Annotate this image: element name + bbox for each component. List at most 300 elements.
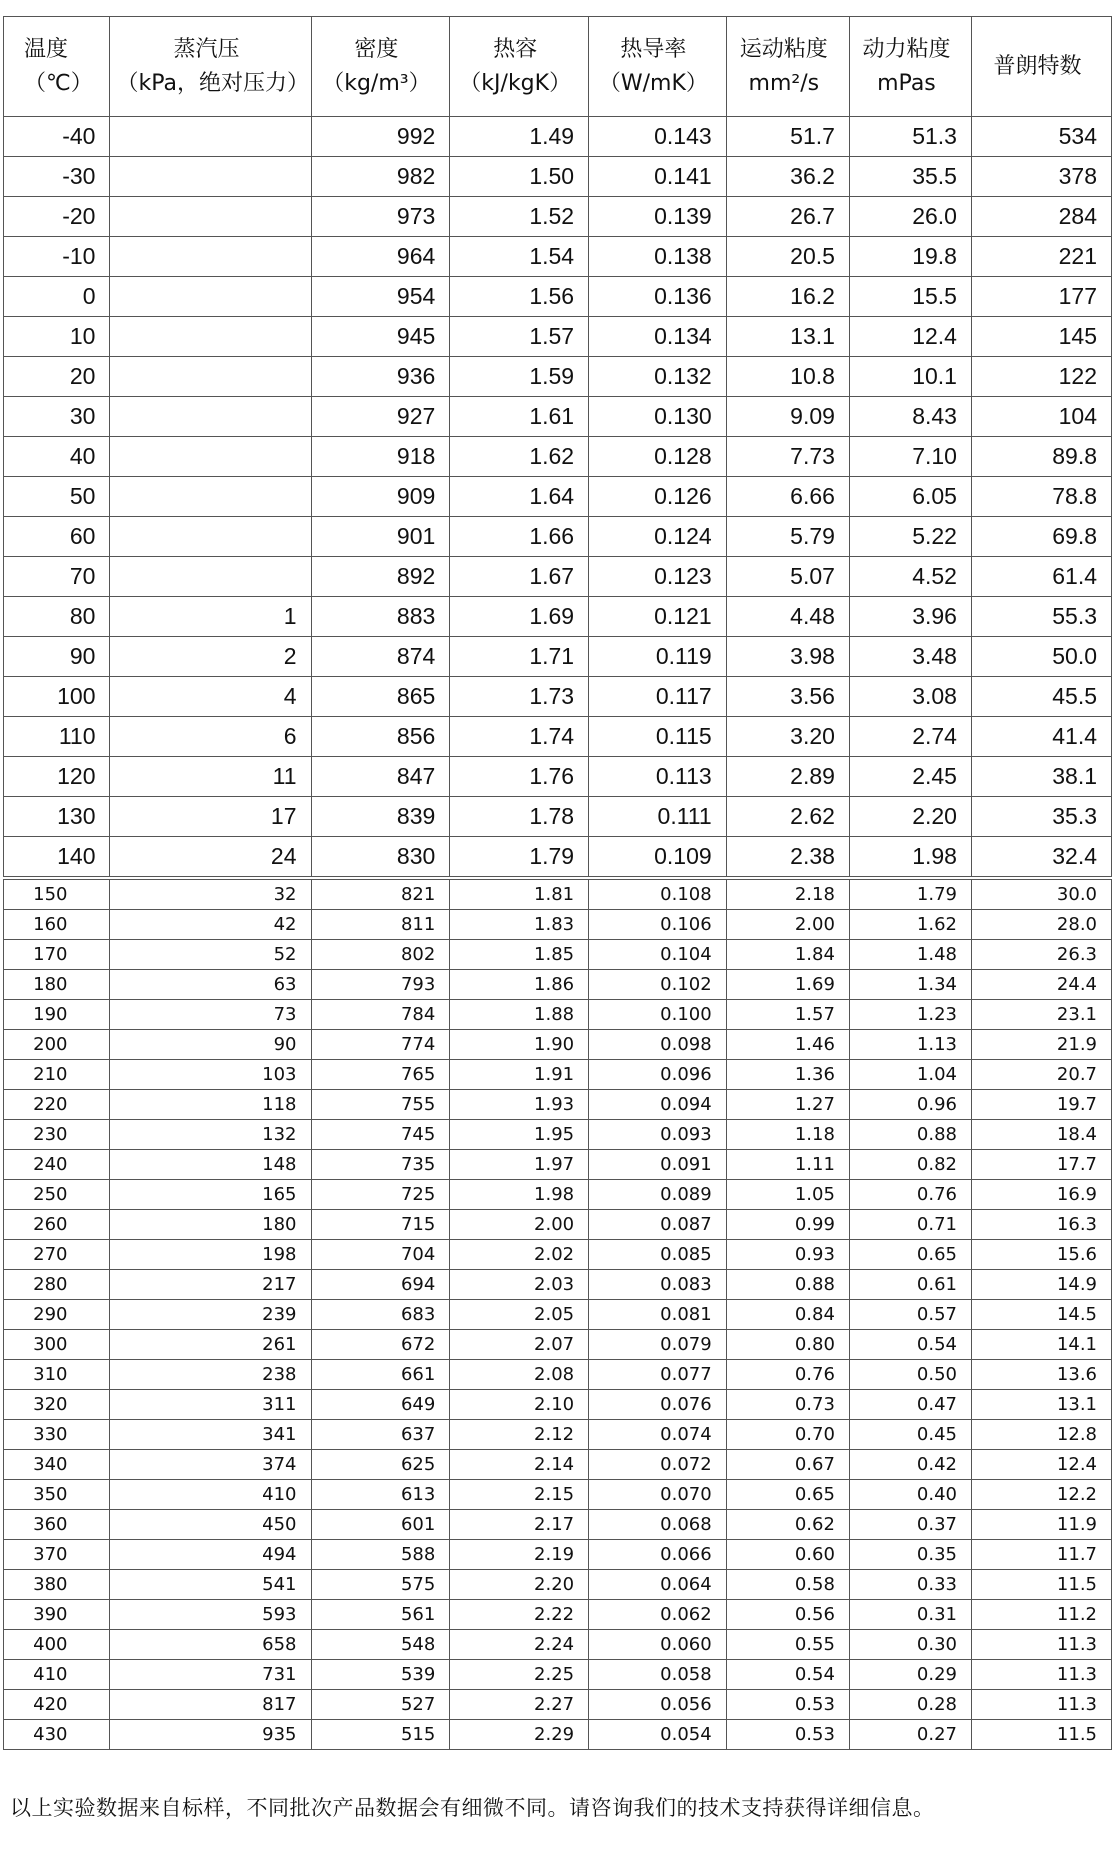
prandtl-number-cell: 41.4: [971, 717, 1111, 757]
thermal-conductivity-cell: 0.081: [589, 1300, 727, 1330]
temperature-cell: 260: [4, 1210, 110, 1240]
vapor-pressure-cell: 17: [110, 797, 311, 837]
vapor-pressure-cell: 132: [110, 1120, 311, 1150]
density-cell: 847: [311, 757, 450, 797]
prandtl-number-cell: 378: [971, 157, 1111, 197]
table-row: [4, 1720, 1112, 1750]
density-cell: 715: [311, 1210, 450, 1240]
table-row: [4, 1660, 1112, 1690]
heat-capacity-cell: 2.25: [450, 1660, 589, 1690]
heat-capacity-cell: 1.69: [450, 597, 589, 637]
table-row: [4, 1630, 1112, 1660]
table-row: [4, 1600, 1112, 1630]
dynamic-viscosity-cell: 0.71: [849, 1210, 971, 1240]
dynamic-viscosity-cell: 0.27: [849, 1720, 971, 1750]
vapor-pressure-cell: [110, 237, 311, 277]
header-temperature-name: 温度: [24, 36, 69, 62]
prandtl-number-cell: 17.7: [971, 1150, 1111, 1180]
kinematic-viscosity-cell: 3.98: [726, 637, 849, 677]
temperature-cell: 400: [4, 1630, 110, 1660]
density-cell: 539: [311, 1660, 450, 1690]
temperature-cell: 60: [4, 517, 110, 557]
density-cell: 725: [311, 1180, 450, 1210]
temperature-cell: 300: [4, 1330, 110, 1360]
table-row: [4, 1540, 1112, 1570]
table-row: [4, 1330, 1112, 1360]
vapor-pressure-cell: [110, 157, 311, 197]
vapor-pressure-cell: 198: [110, 1240, 311, 1270]
density-cell: 901: [311, 517, 450, 557]
thermal-conductivity-cell: 0.109: [589, 837, 727, 877]
kinematic-viscosity-cell: 26.7: [726, 197, 849, 237]
thermal-conductivity-cell: 0.072: [589, 1450, 727, 1480]
table-row: [4, 677, 1112, 717]
temperature-cell: 90: [4, 637, 110, 677]
vapor-pressure-cell: [110, 357, 311, 397]
dynamic-viscosity-cell: 0.54: [849, 1330, 971, 1360]
table-row: [4, 597, 1112, 637]
temperature-cell: 240: [4, 1150, 110, 1180]
dynamic-viscosity-cell: 26.0: [849, 197, 971, 237]
vapor-pressure-cell: 261: [110, 1330, 311, 1360]
temperature-cell: 20: [4, 357, 110, 397]
thermal-conductivity-cell: 0.083: [589, 1270, 727, 1300]
density-cell: 683: [311, 1300, 450, 1330]
dynamic-viscosity-cell: 2.20: [849, 797, 971, 837]
prandtl-number-cell: 38.1: [971, 757, 1111, 797]
dynamic-viscosity-cell: 1.04: [849, 1060, 971, 1090]
dynamic-viscosity-cell: 0.37: [849, 1510, 971, 1540]
vapor-pressure-cell: [110, 197, 311, 237]
prandtl-number-cell: 32.4: [971, 837, 1111, 877]
prandtl-number-cell: 11.3: [971, 1690, 1111, 1720]
thermal-conductivity-cell: 0.121: [589, 597, 727, 637]
dynamic-viscosity-cell: 4.52: [849, 557, 971, 597]
dynamic-viscosity-cell: 3.48: [849, 637, 971, 677]
density-cell: 964: [311, 237, 450, 277]
density-cell: 755: [311, 1090, 450, 1120]
prandtl-number-cell: 69.8: [971, 517, 1111, 557]
table-row: [4, 1390, 1112, 1420]
temperature-cell: 100: [4, 677, 110, 717]
thermal-conductivity-cell: 0.060: [589, 1630, 727, 1660]
thermal-conductivity-cell: 0.094: [589, 1090, 727, 1120]
vapor-pressure-cell: 217: [110, 1270, 311, 1300]
kinematic-viscosity-cell: 0.53: [726, 1690, 849, 1720]
thermal-conductivity-cell: 0.102: [589, 970, 727, 1000]
density-cell: 793: [311, 970, 450, 1000]
heat-capacity-cell: 1.54: [450, 237, 589, 277]
kinematic-viscosity-cell: 0.67: [726, 1450, 849, 1480]
table-row: [4, 1270, 1112, 1300]
heat-capacity-cell: 1.49: [450, 117, 589, 157]
table-row: [4, 1060, 1112, 1090]
vapor-pressure-cell: 239: [110, 1300, 311, 1330]
dynamic-viscosity-cell: 3.08: [849, 677, 971, 717]
header-heat-capacity-unit: （kJ/kgK）: [459, 70, 572, 96]
temperature-cell: 180: [4, 970, 110, 1000]
dynamic-viscosity-cell: 0.96: [849, 1090, 971, 1120]
header-dynamic-viscosity-unit: mPas: [877, 70, 936, 96]
dynamic-viscosity-cell: 19.8: [849, 237, 971, 277]
table-row: [4, 1240, 1112, 1270]
dynamic-viscosity-cell: 1.79: [849, 880, 971, 910]
dynamic-viscosity-cell: 10.1: [849, 357, 971, 397]
density-cell: 874: [311, 637, 450, 677]
prandtl-number-cell: 45.5: [971, 677, 1111, 717]
kinematic-viscosity-cell: 1.05: [726, 1180, 849, 1210]
vapor-pressure-cell: 32: [110, 880, 311, 910]
density-cell: 694: [311, 1270, 450, 1300]
thermal-conductivity-cell: 0.132: [589, 357, 727, 397]
prandtl-number-cell: 122: [971, 357, 1111, 397]
kinematic-viscosity-cell: 20.5: [726, 237, 849, 277]
heat-capacity-cell: 1.67: [450, 557, 589, 597]
prandtl-number-cell: 14.1: [971, 1330, 1111, 1360]
kinematic-viscosity-cell: 0.53: [726, 1720, 849, 1750]
temperature-cell: 350: [4, 1480, 110, 1510]
density-cell: 802: [311, 940, 450, 970]
vapor-pressure-cell: 658: [110, 1630, 311, 1660]
table-row: [4, 837, 1112, 877]
kinematic-viscosity-cell: 7.73: [726, 437, 849, 477]
prandtl-number-cell: 15.6: [971, 1240, 1111, 1270]
temperature-cell: 380: [4, 1570, 110, 1600]
prandtl-number-cell: 11.5: [971, 1720, 1111, 1750]
table-row: [4, 1450, 1112, 1480]
temperature-cell: 430: [4, 1720, 110, 1750]
density-cell: 527: [311, 1690, 450, 1720]
table-row: [4, 1570, 1112, 1600]
heat-capacity-cell: 2.14: [450, 1450, 589, 1480]
vapor-pressure-cell: 165: [110, 1180, 311, 1210]
thermal-conductivity-cell: 0.076: [589, 1390, 727, 1420]
thermal-conductivity-cell: 0.128: [589, 437, 727, 477]
density-cell: 637: [311, 1420, 450, 1450]
temperature-cell: 270: [4, 1240, 110, 1270]
prandtl-number-cell: 61.4: [971, 557, 1111, 597]
prandtl-number-cell: 11.3: [971, 1630, 1111, 1660]
vapor-pressure-cell: [110, 277, 311, 317]
dynamic-viscosity-cell: 0.35: [849, 1540, 971, 1570]
table-row: [4, 1420, 1112, 1450]
vapor-pressure-cell: 410: [110, 1480, 311, 1510]
header-temperature-unit: （℃）: [24, 70, 93, 96]
table-row: [4, 237, 1112, 277]
thermal-conductivity-cell: 0.111: [589, 797, 727, 837]
table-row: [4, 1000, 1112, 1030]
prandtl-number-cell: 89.8: [971, 437, 1111, 477]
dynamic-viscosity-cell: 12.4: [849, 317, 971, 357]
dynamic-viscosity-cell: 15.5: [849, 277, 971, 317]
density-cell: 992: [311, 117, 450, 157]
header-prandtl-number-name: 普朗特数: [993, 53, 1082, 79]
vapor-pressure-cell: [110, 117, 311, 157]
dynamic-viscosity-cell: 0.57: [849, 1300, 971, 1330]
thermal-conductivity-cell: 0.124: [589, 517, 727, 557]
temperature-cell: 120: [4, 757, 110, 797]
heat-capacity-cell: 1.57: [450, 317, 589, 357]
kinematic-viscosity-cell: 1.27: [726, 1090, 849, 1120]
prandtl-number-cell: 18.4: [971, 1120, 1111, 1150]
thermal-conductivity-cell: 0.098: [589, 1030, 727, 1060]
kinematic-viscosity-cell: 3.20: [726, 717, 849, 757]
heat-capacity-cell: 1.59: [450, 357, 589, 397]
dynamic-viscosity-cell: 35.5: [849, 157, 971, 197]
density-cell: 811: [311, 910, 450, 940]
temperature-cell: 40: [4, 437, 110, 477]
heat-capacity-cell: 2.02: [450, 1240, 589, 1270]
heat-capacity-cell: 1.71: [450, 637, 589, 677]
table-row: [4, 637, 1112, 677]
thermal-conductivity-cell: 0.085: [589, 1240, 727, 1270]
kinematic-viscosity-cell: 2.18: [726, 880, 849, 910]
heat-capacity-cell: 2.29: [450, 1720, 589, 1750]
table-row: [4, 1300, 1112, 1330]
prandtl-number-cell: 50.0: [971, 637, 1111, 677]
thermal-conductivity-cell: 0.079: [589, 1330, 727, 1360]
thermal-conductivity-cell: 0.106: [589, 910, 727, 940]
thermal-conductivity-cell: 0.062: [589, 1600, 727, 1630]
density-cell: 865: [311, 677, 450, 717]
prandtl-number-cell: 16.3: [971, 1210, 1111, 1240]
prandtl-number-cell: 13.6: [971, 1360, 1111, 1390]
density-cell: 918: [311, 437, 450, 477]
thermal-conductivity-cell: 0.091: [589, 1150, 727, 1180]
table-row: [4, 1210, 1112, 1240]
vapor-pressure-cell: 374: [110, 1450, 311, 1480]
temperature-cell: 80: [4, 597, 110, 637]
temperature-cell: 280: [4, 1270, 110, 1300]
header-vapor-pressure: [110, 17, 311, 117]
kinematic-viscosity-cell: 2.00: [726, 910, 849, 940]
kinematic-viscosity-cell: 5.07: [726, 557, 849, 597]
dynamic-viscosity-cell: 0.28: [849, 1690, 971, 1720]
thermal-conductivity-cell: 0.134: [589, 317, 727, 357]
table-row: [4, 880, 1112, 910]
prandtl-number-cell: 11.3: [971, 1660, 1111, 1690]
header-kinematic-viscosity: [726, 17, 849, 117]
table-row: [4, 1360, 1112, 1390]
temperature-cell: 200: [4, 1030, 110, 1060]
header-row: [4, 17, 1112, 117]
heat-capacity-cell: 1.97: [450, 1150, 589, 1180]
table-body-small: [4, 880, 1112, 1750]
vapor-pressure-cell: 731: [110, 1660, 311, 1690]
table-row: [4, 277, 1112, 317]
dynamic-viscosity-cell: 0.30: [849, 1630, 971, 1660]
vapor-pressure-cell: [110, 437, 311, 477]
vapor-pressure-cell: 118: [110, 1090, 311, 1120]
kinematic-viscosity-cell: 0.88: [726, 1270, 849, 1300]
temperature-cell: 330: [4, 1420, 110, 1450]
vapor-pressure-cell: 148: [110, 1150, 311, 1180]
density-cell: 954: [311, 277, 450, 317]
vapor-pressure-cell: [110, 477, 311, 517]
heat-capacity-cell: 1.61: [450, 397, 589, 437]
thermal-conductivity-cell: 0.123: [589, 557, 727, 597]
temperature-cell: 340: [4, 1450, 110, 1480]
density-cell: 784: [311, 1000, 450, 1030]
temperature-cell: 130: [4, 797, 110, 837]
table-row: [4, 1030, 1112, 1060]
kinematic-viscosity-cell: 5.79: [726, 517, 849, 557]
prandtl-number-cell: 104: [971, 397, 1111, 437]
temperature-cell: 230: [4, 1120, 110, 1150]
kinematic-viscosity-cell: 1.11: [726, 1150, 849, 1180]
prandtl-number-cell: 11.2: [971, 1600, 1111, 1630]
heat-capacity-cell: 1.76: [450, 757, 589, 797]
dynamic-viscosity-cell: 1.62: [849, 910, 971, 940]
vapor-pressure-cell: 180: [110, 1210, 311, 1240]
table-row: [4, 317, 1112, 357]
temperature-cell: 410: [4, 1660, 110, 1690]
vapor-pressure-cell: 494: [110, 1540, 311, 1570]
temperature-cell: -30: [4, 157, 110, 197]
dynamic-viscosity-cell: 0.61: [849, 1270, 971, 1300]
dynamic-viscosity-cell: 6.05: [849, 477, 971, 517]
heat-capacity-cell: 2.19: [450, 1540, 589, 1570]
table-row: [4, 1150, 1112, 1180]
temperature-cell: -40: [4, 117, 110, 157]
heat-capacity-cell: 1.73: [450, 677, 589, 717]
kinematic-viscosity-cell: 0.62: [726, 1510, 849, 1540]
heat-capacity-cell: 2.27: [450, 1690, 589, 1720]
thermal-conductivity-cell: 0.143: [589, 117, 727, 157]
prandtl-number-cell: 30.0: [971, 880, 1111, 910]
temperature-cell: -10: [4, 237, 110, 277]
kinematic-viscosity-cell: 0.60: [726, 1540, 849, 1570]
heat-capacity-cell: 1.64: [450, 477, 589, 517]
thermal-conductivity-cell: 0.117: [589, 677, 727, 717]
kinematic-viscosity-cell: 0.99: [726, 1210, 849, 1240]
thermal-conductivity-cell: 0.108: [589, 880, 727, 910]
density-cell: 575: [311, 1570, 450, 1600]
vapor-pressure-cell: 52: [110, 940, 311, 970]
thermal-conductivity-cell: 0.136: [589, 277, 727, 317]
prandtl-number-cell: 177: [971, 277, 1111, 317]
temperature-cell: 420: [4, 1690, 110, 1720]
vapor-pressure-cell: 63: [110, 970, 311, 1000]
vapor-pressure-cell: 311: [110, 1390, 311, 1420]
vapor-pressure-cell: 450: [110, 1510, 311, 1540]
vapor-pressure-cell: 541: [110, 1570, 311, 1600]
density-cell: 661: [311, 1360, 450, 1390]
dynamic-viscosity-cell: 1.48: [849, 940, 971, 970]
heat-capacity-cell: 2.20: [450, 1570, 589, 1600]
temperature-cell: 360: [4, 1510, 110, 1540]
kinematic-viscosity-cell: 2.62: [726, 797, 849, 837]
table-row: [4, 1480, 1112, 1510]
prandtl-number-cell: 284: [971, 197, 1111, 237]
prandtl-number-cell: 534: [971, 117, 1111, 157]
thermal-conductivity-cell: 0.138: [589, 237, 727, 277]
prandtl-number-cell: 145: [971, 317, 1111, 357]
dynamic-viscosity-cell: 2.74: [849, 717, 971, 757]
header-temperature: [4, 17, 110, 117]
heat-capacity-cell: 2.05: [450, 1300, 589, 1330]
dynamic-viscosity-cell: 0.50: [849, 1360, 971, 1390]
temperature-cell: -20: [4, 197, 110, 237]
thermal-conductivity-cell: 0.058: [589, 1660, 727, 1690]
density-cell: 649: [311, 1390, 450, 1420]
density-cell: 745: [311, 1120, 450, 1150]
kinematic-viscosity-cell: 36.2: [726, 157, 849, 197]
heat-capacity-cell: 1.52: [450, 197, 589, 237]
density-cell: 821: [311, 880, 450, 910]
temperature-cell: 10: [4, 317, 110, 357]
dynamic-viscosity-cell: 1.13: [849, 1030, 971, 1060]
header-dynamic-viscosity: [849, 17, 971, 117]
table-row: [4, 1510, 1112, 1540]
temperature-cell: 210: [4, 1060, 110, 1090]
thermal-conductivity-cell: 0.074: [589, 1420, 727, 1450]
kinematic-viscosity-cell: 13.1: [726, 317, 849, 357]
table-row: [4, 357, 1112, 397]
heat-capacity-cell: 1.98: [450, 1180, 589, 1210]
thermal-conductivity-cell: 0.096: [589, 1060, 727, 1090]
temperature-cell: 390: [4, 1600, 110, 1630]
temperature-cell: 190: [4, 1000, 110, 1030]
dynamic-viscosity-cell: 0.33: [849, 1570, 971, 1600]
heat-capacity-cell: 1.95: [450, 1120, 589, 1150]
dynamic-viscosity-cell: 0.47: [849, 1390, 971, 1420]
thermal-conductivity-cell: 0.104: [589, 940, 727, 970]
vapor-pressure-cell: 103: [110, 1060, 311, 1090]
density-cell: 883: [311, 597, 450, 637]
property-table-container: [3, 16, 1112, 1750]
footnote: 以上实验数据来自标样，不同批次产品数据会有细微不同。请咨询我们的技术支持获得详细信息。: [10, 1796, 935, 1820]
header-density: [311, 17, 450, 117]
density-cell: 839: [311, 797, 450, 837]
density-cell: 548: [311, 1630, 450, 1660]
temperature-cell: 250: [4, 1180, 110, 1210]
prandtl-number-cell: 12.4: [971, 1450, 1111, 1480]
thermal-conductivity-cell: 0.054: [589, 1720, 727, 1750]
kinematic-viscosity-cell: 1.36: [726, 1060, 849, 1090]
kinematic-viscosity-cell: 1.84: [726, 940, 849, 970]
kinematic-viscosity-cell: 0.76: [726, 1360, 849, 1390]
temperature-cell: 70: [4, 557, 110, 597]
dynamic-viscosity-cell: 0.76: [849, 1180, 971, 1210]
heat-capacity-cell: 2.07: [450, 1330, 589, 1360]
table-row: [4, 940, 1112, 970]
table-row: [4, 970, 1112, 1000]
temperature-cell: 320: [4, 1390, 110, 1420]
header-vapor-pressure-unit: （kPa，绝对压力）: [116, 70, 309, 96]
heat-capacity-cell: 1.74: [450, 717, 589, 757]
kinematic-viscosity-cell: 3.56: [726, 677, 849, 717]
header-thermal-conductivity-name: 热导率: [620, 36, 687, 62]
kinematic-viscosity-cell: 0.54: [726, 1660, 849, 1690]
density-cell: 982: [311, 157, 450, 197]
table-row: [4, 477, 1112, 517]
kinematic-viscosity-cell: 1.46: [726, 1030, 849, 1060]
density-cell: 936: [311, 357, 450, 397]
prandtl-number-cell: 78.8: [971, 477, 1111, 517]
thermal-conductivity-cell: 0.100: [589, 1000, 727, 1030]
density-cell: 672: [311, 1330, 450, 1360]
temperature-cell: 290: [4, 1300, 110, 1330]
vapor-pressure-cell: 1: [110, 597, 311, 637]
thermal-conductivity-cell: 0.119: [589, 637, 727, 677]
kinematic-viscosity-cell: 2.38: [726, 837, 849, 877]
prandtl-number-cell: 21.9: [971, 1030, 1111, 1060]
heat-capacity-cell: 2.00: [450, 1210, 589, 1240]
prandtl-number-cell: 11.7: [971, 1540, 1111, 1570]
dynamic-viscosity-cell: 0.29: [849, 1660, 971, 1690]
kinematic-viscosity-cell: 16.2: [726, 277, 849, 317]
